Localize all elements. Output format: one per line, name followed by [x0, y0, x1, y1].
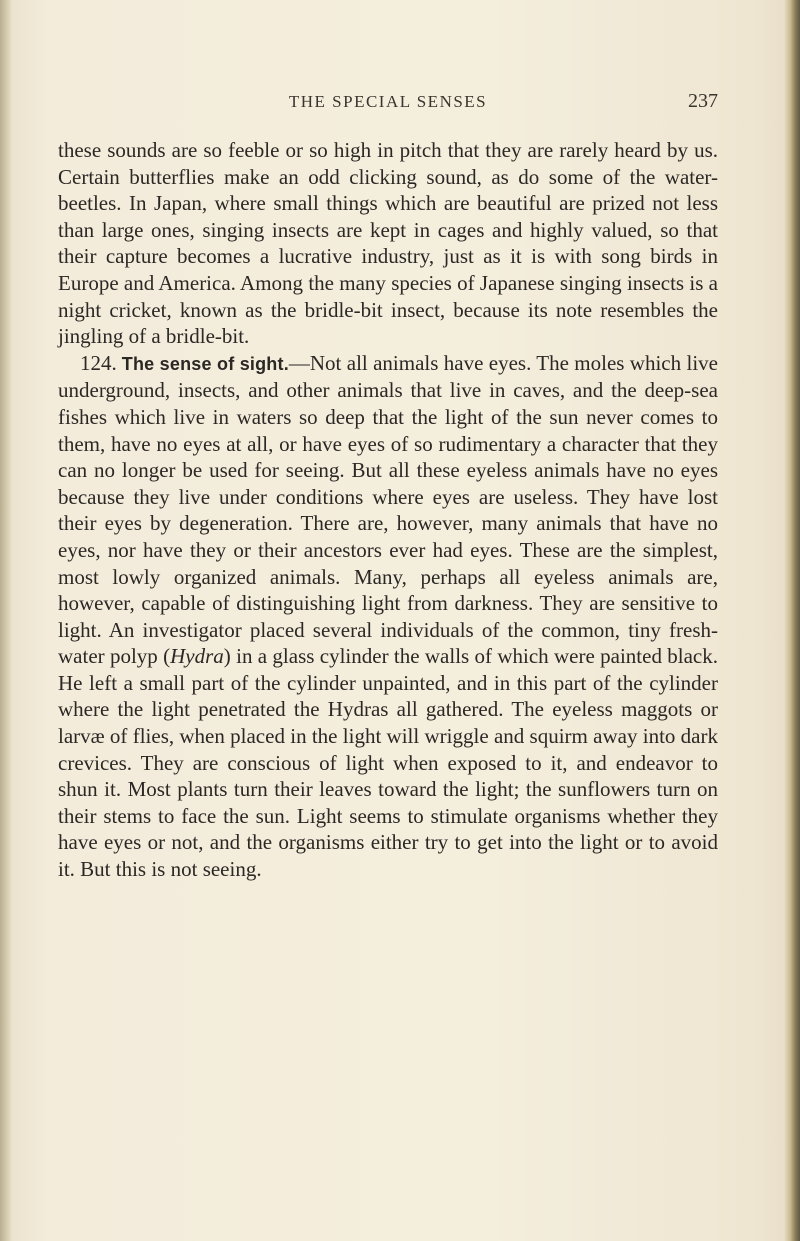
paragraph-continuation [58, 137, 718, 350]
page-edge-shadow [784, 0, 800, 1241]
running-title: THE SPECIAL SENSES [288, 92, 488, 111]
running-header [58, 92, 718, 118]
italic-term-hydra: Hydra [170, 644, 224, 669]
body-text [58, 137, 718, 883]
section-number: 124. [80, 350, 117, 375]
paragraph-2-text-b: ) in a glass cylinder the walls of which were painted black. He left a small part of the cylinder unpainted, and in this part of the cylinder where the light penetrated the Hydras all gathered. The eyeless maggots or larvæ of flies, when placed in the light will wriggle and squirm away into dark crevices. They are conscious of light when exposed to it, and endeavor to shun it. Most plants turn their leaves toward the light; the sunflowers turn on their stems to face the sun. Light seems to stimulate organisms whether they have eyes or not, and the organisms either try to get into the light or to avoid it. But this is not seeing. [58, 644, 718, 882]
paragraph-sense-of-sight [58, 350, 718, 883]
paragraph-2-text-a: —Not all animals have eyes. The moles which live underground, insects, and other animals that live in caves, and the deep-sea fishes which live in waters so deep that the light of the sun never comes to them, have no eyes at all, or have eyes of so rudimentary a character that they can no longer be used for seeing. But all these eyeless animals have no eyes because they live under conditions where eyes are useless. They have lost their eyes by degeneration. There are, however, many animals that have no eyes, nor have they or their ancestors ever had eyes. These are the simplest, most lowly organized animals. Many, perhaps all eyeless animals are, however, capable of distinguishing light from darkness. They are sensitive to light. An investigator placed several individuals of the common, tiny fresh-water polyp ( [58, 350, 718, 669]
paragraph-1-text: these sounds are so feeble or so high in pitch that they are rarely heard by us. Certain butterflies make an odd clicking sound, as do some of the water-beetles. In Japan, where small things which are beautiful are prized not less than large ones, singing insects are kept in cages and highly valued, so that their capture becomes a lucrative industry, just as it is with song birds in Europe and America. Among the many species of Japanese singing insects is a night cricket, known as the bridle-bit insect, because its note resembles the jingling of a bridle-bit. [58, 138, 718, 349]
section-title: The sense of sight. [121, 353, 289, 374]
page-binding-shadow [0, 0, 12, 1241]
page-number: 237 [688, 90, 718, 112]
